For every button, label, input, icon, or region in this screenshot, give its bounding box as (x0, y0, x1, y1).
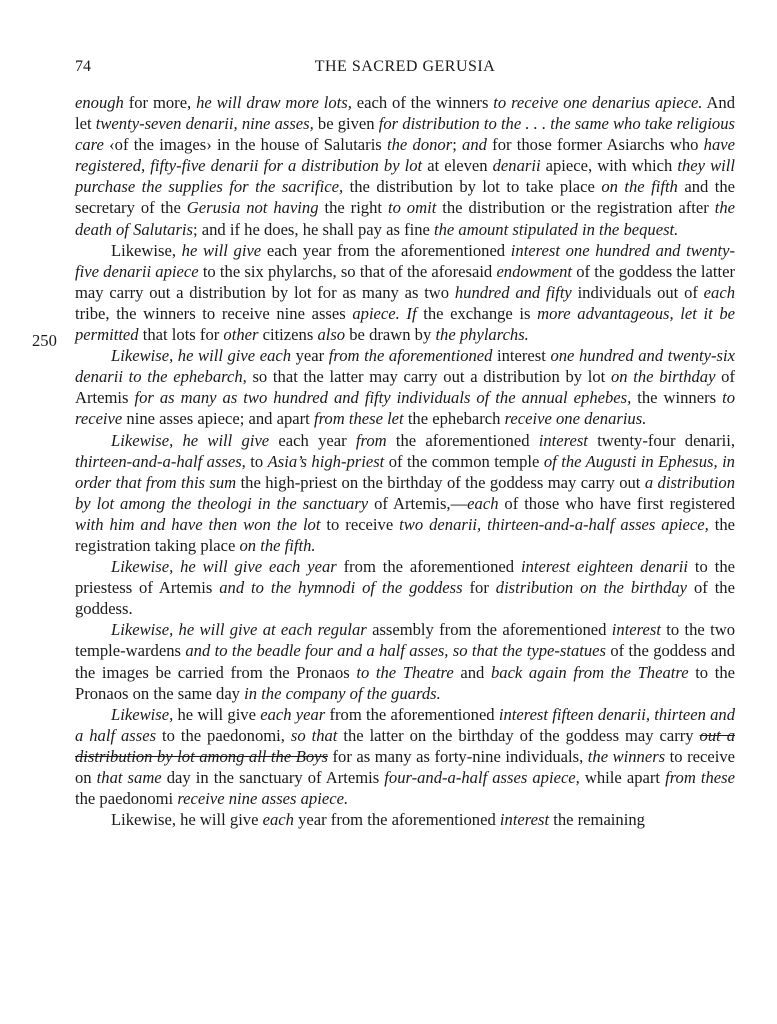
text-segment: for more, (123, 93, 197, 112)
italic-text: back again from the Theatre (490, 662, 689, 682)
paragraph (75, 556, 735, 619)
italic-text: each (467, 493, 499, 513)
paragraph (75, 92, 735, 240)
italic-text: two denarii, thirteen-and-a-half asses apiece, (399, 514, 709, 534)
italic-text: of the Augusti in Ephesus, in order that from this sum (75, 451, 735, 492)
italic-text: on the fifth (601, 177, 678, 197)
text-segment: to the two temple-wardens (75, 620, 735, 661)
italic-text: interest eighteen denarii (520, 557, 689, 577)
italic-text: one hundred and twenty-six denarii to the ephebarch, (75, 346, 735, 387)
italic-text: the death of Salutaris (75, 198, 736, 239)
italic-text: he will give (181, 240, 262, 260)
italic-text: and (462, 135, 487, 155)
text-segment: be drawn by (345, 325, 436, 345)
text-segment: the registration taking place (75, 514, 736, 555)
text-segment: year from the aforementioned (293, 810, 500, 830)
text-segment: for those former Asiarchs who (486, 135, 704, 155)
text-segment: from the aforementioned (325, 704, 499, 724)
italic-text: they will purchase the supplies for the sacrifice, (75, 156, 735, 197)
text-segment: the winners (631, 388, 723, 408)
page-number: 74 (75, 58, 91, 75)
italic-text: and to the beadle four and a half asses, so that the type-statues (185, 641, 606, 661)
text-segment: the aforementioned (386, 430, 539, 450)
text-segment: and (453, 662, 491, 682)
italic-text: he will draw more lots, (196, 93, 352, 112)
page-header (75, 58, 735, 80)
text-segment: apiece, with which (540, 156, 678, 176)
paragraph (75, 704, 735, 809)
italic-text: receive nine asses apiece. (177, 789, 349, 809)
text-segment: and the secretary of the (75, 177, 736, 218)
text-segment: ; (452, 135, 463, 155)
italic-text: and to the hymnodi of the goddess (219, 578, 463, 598)
italic-text: in the company of the guards. (244, 683, 441, 703)
text-segment: tribe, the winners to receive nine asses (75, 303, 353, 323)
text-segment: of the common temple (384, 451, 544, 471)
italic-text: on the birthday (610, 367, 716, 387)
text-segment: And let (75, 93, 735, 134)
text-segment: individuals out of (571, 282, 704, 302)
italic-text: from these (665, 768, 735, 787)
italic-text: other (223, 325, 259, 345)
italic-text: the donor (387, 135, 453, 155)
text-segment: Likewise, he will give (111, 810, 263, 830)
text-segment: Likewise, (111, 240, 182, 260)
italic-text: so that (290, 725, 338, 745)
paragraph (75, 619, 735, 703)
paragraph (75, 240, 735, 345)
text-segment: the distribution by lot to take place (343, 177, 602, 197)
text-segment: while apart (579, 768, 666, 787)
text-segment: twenty-four denarii, (587, 430, 735, 450)
italic-text: from (355, 430, 387, 450)
text-segment: to receive (320, 514, 400, 534)
struck-text: out a distribution by lot among all the Boys (75, 725, 735, 766)
text-segment: the high-priest on the birthday of the goddess may carry out (236, 472, 645, 492)
italic-text: each (703, 282, 735, 302)
running-title: THE SACRED GERUSIA (314, 58, 496, 75)
text-segment: the right (318, 198, 388, 218)
text-segment: that lots for (138, 325, 224, 345)
text-segment: day in the sanctuary of Artemis (161, 768, 385, 787)
paragraph (75, 345, 735, 429)
italic-text: enough (75, 93, 124, 112)
italic-text: to receive one denarius apiece. (493, 93, 703, 112)
italic-text: endowment (496, 261, 573, 281)
text-segment: of the goddess the latter may carry out a distribution by lot for as many as two (75, 261, 735, 302)
italic-text: each (262, 810, 294, 830)
text-segment: assembly from the aforementioned (366, 620, 612, 640)
text-segment: year (291, 346, 329, 366)
italic-text: each year (260, 704, 326, 724)
italic-text: for as many as two hundred and fifty individuals of the annual ephebes, (134, 388, 632, 408)
italic-text: twenty-seven denarii, nine asses, (95, 114, 314, 134)
italic-text: thirteen-and-a-half asses, (75, 451, 246, 471)
italic-text: interest one hundred and twenty-five denarii apiece (75, 240, 735, 281)
italic-text: interest (611, 620, 661, 640)
italic-text: a distribution by lot among the theologi in the sanctuary (75, 472, 735, 513)
italic-text: interest (499, 810, 550, 830)
text-segment: from the aforementioned (336, 557, 521, 577)
text-segment: the paedonomi (75, 789, 178, 809)
italic-text: interest (538, 430, 588, 450)
text-segment: each year from the aforementioned (261, 240, 511, 260)
italic-text: to the Theatre (356, 662, 454, 682)
text-segment: to the Pronaos on the same day (75, 662, 735, 703)
margin-line-number: 250 (32, 331, 57, 350)
italic-text: distribution on the birthday (495, 578, 688, 598)
italic-text: the amount stipulated in the bequest. (434, 219, 679, 239)
italic-text: Likewise, he will give each year (111, 557, 337, 577)
text-segment: the exchange is (416, 303, 538, 323)
italic-text: more advantageous, let it be permitted (75, 303, 735, 345)
italic-text: denarii (492, 156, 541, 176)
italic-text: that same (96, 768, 162, 787)
italic-text: to omit (387, 198, 437, 218)
text-segment: be given (313, 114, 379, 134)
text-segment: to the priestess of Artemis (75, 557, 735, 598)
text-segment: for as many as forty-nine individuals, (328, 746, 588, 766)
text-segment: of Artemis,— (368, 493, 468, 513)
text-segment: so that the latter may carry out a distribution by lot (246, 367, 611, 387)
body-text (75, 92, 735, 830)
text-segment: to (245, 451, 268, 471)
text-segment: each of the winners (351, 93, 494, 112)
text-segment: nine asses apiece; and apart (122, 409, 314, 429)
text-segment: he will give (173, 704, 261, 724)
text-segment: each year (269, 430, 356, 450)
text-segment: of the goddess. (75, 578, 735, 619)
italic-text: the winners (587, 746, 666, 766)
italic-text: for distribution to the . . . the same who take religious care (75, 114, 735, 155)
italic-text: from the aforementioned (328, 346, 493, 366)
italic-text: the phylarchs. (435, 325, 529, 345)
text-segment: citizens (258, 325, 318, 345)
text-segment: for (462, 578, 496, 598)
italic-text: Likewise, he will give (111, 430, 270, 450)
text-segment: the ephebarch (403, 409, 505, 429)
italic-text: Likewise, he will give each (111, 346, 292, 366)
text-segment: ‹of the images› in the house of Salutaris (103, 135, 388, 155)
italic-text: four-and-a-half asses apiece, (384, 768, 580, 787)
text-segment: of the goddess and the images be carried from the Pronaos (75, 641, 735, 682)
italic-text: receive one denarius. (504, 409, 647, 429)
text-segment: to receive on (75, 746, 735, 787)
italic-text: also (317, 325, 346, 345)
paragraph (75, 809, 735, 830)
italic-text: interest fifteen denarii, thirteen and a half asses (75, 704, 735, 745)
italic-text: Likewise, he will give at each regular (111, 620, 367, 640)
text-segment: the latter on the birthday of the goddess may carry (337, 725, 700, 745)
italic-text: to receive (75, 388, 735, 429)
italic-text: on the fifth. (239, 535, 316, 555)
text-segment: of those who have first registered (498, 493, 736, 513)
italic-text: Likewise, (111, 704, 174, 724)
italic-text: with him and have then won the lot (75, 514, 321, 534)
text-segment: the distribution or the registration after (436, 198, 715, 218)
italic-text: Gerusia not having (186, 198, 319, 218)
italic-text: Asia’s high-priest (267, 451, 385, 471)
italic-text: hundred and fifty (454, 282, 572, 302)
text-segment: to the six phylarchs, so that of the aforesaid (198, 261, 497, 281)
text-segment: to the paedonomi, (156, 725, 291, 745)
text-segment: interest (492, 346, 551, 366)
text-segment: ; and if he does, he shall pay as fine (193, 219, 435, 239)
italic-text: from these let (313, 409, 404, 429)
text-segment: the remaining (549, 810, 645, 830)
italic-text: apiece. If (352, 303, 417, 323)
text-segment: at eleven (422, 156, 493, 176)
text-segment: of Artemis (75, 367, 735, 408)
paragraph (75, 430, 735, 557)
italic-text: have registered, fifty-five denarii for a distribution by lot (75, 135, 735, 176)
